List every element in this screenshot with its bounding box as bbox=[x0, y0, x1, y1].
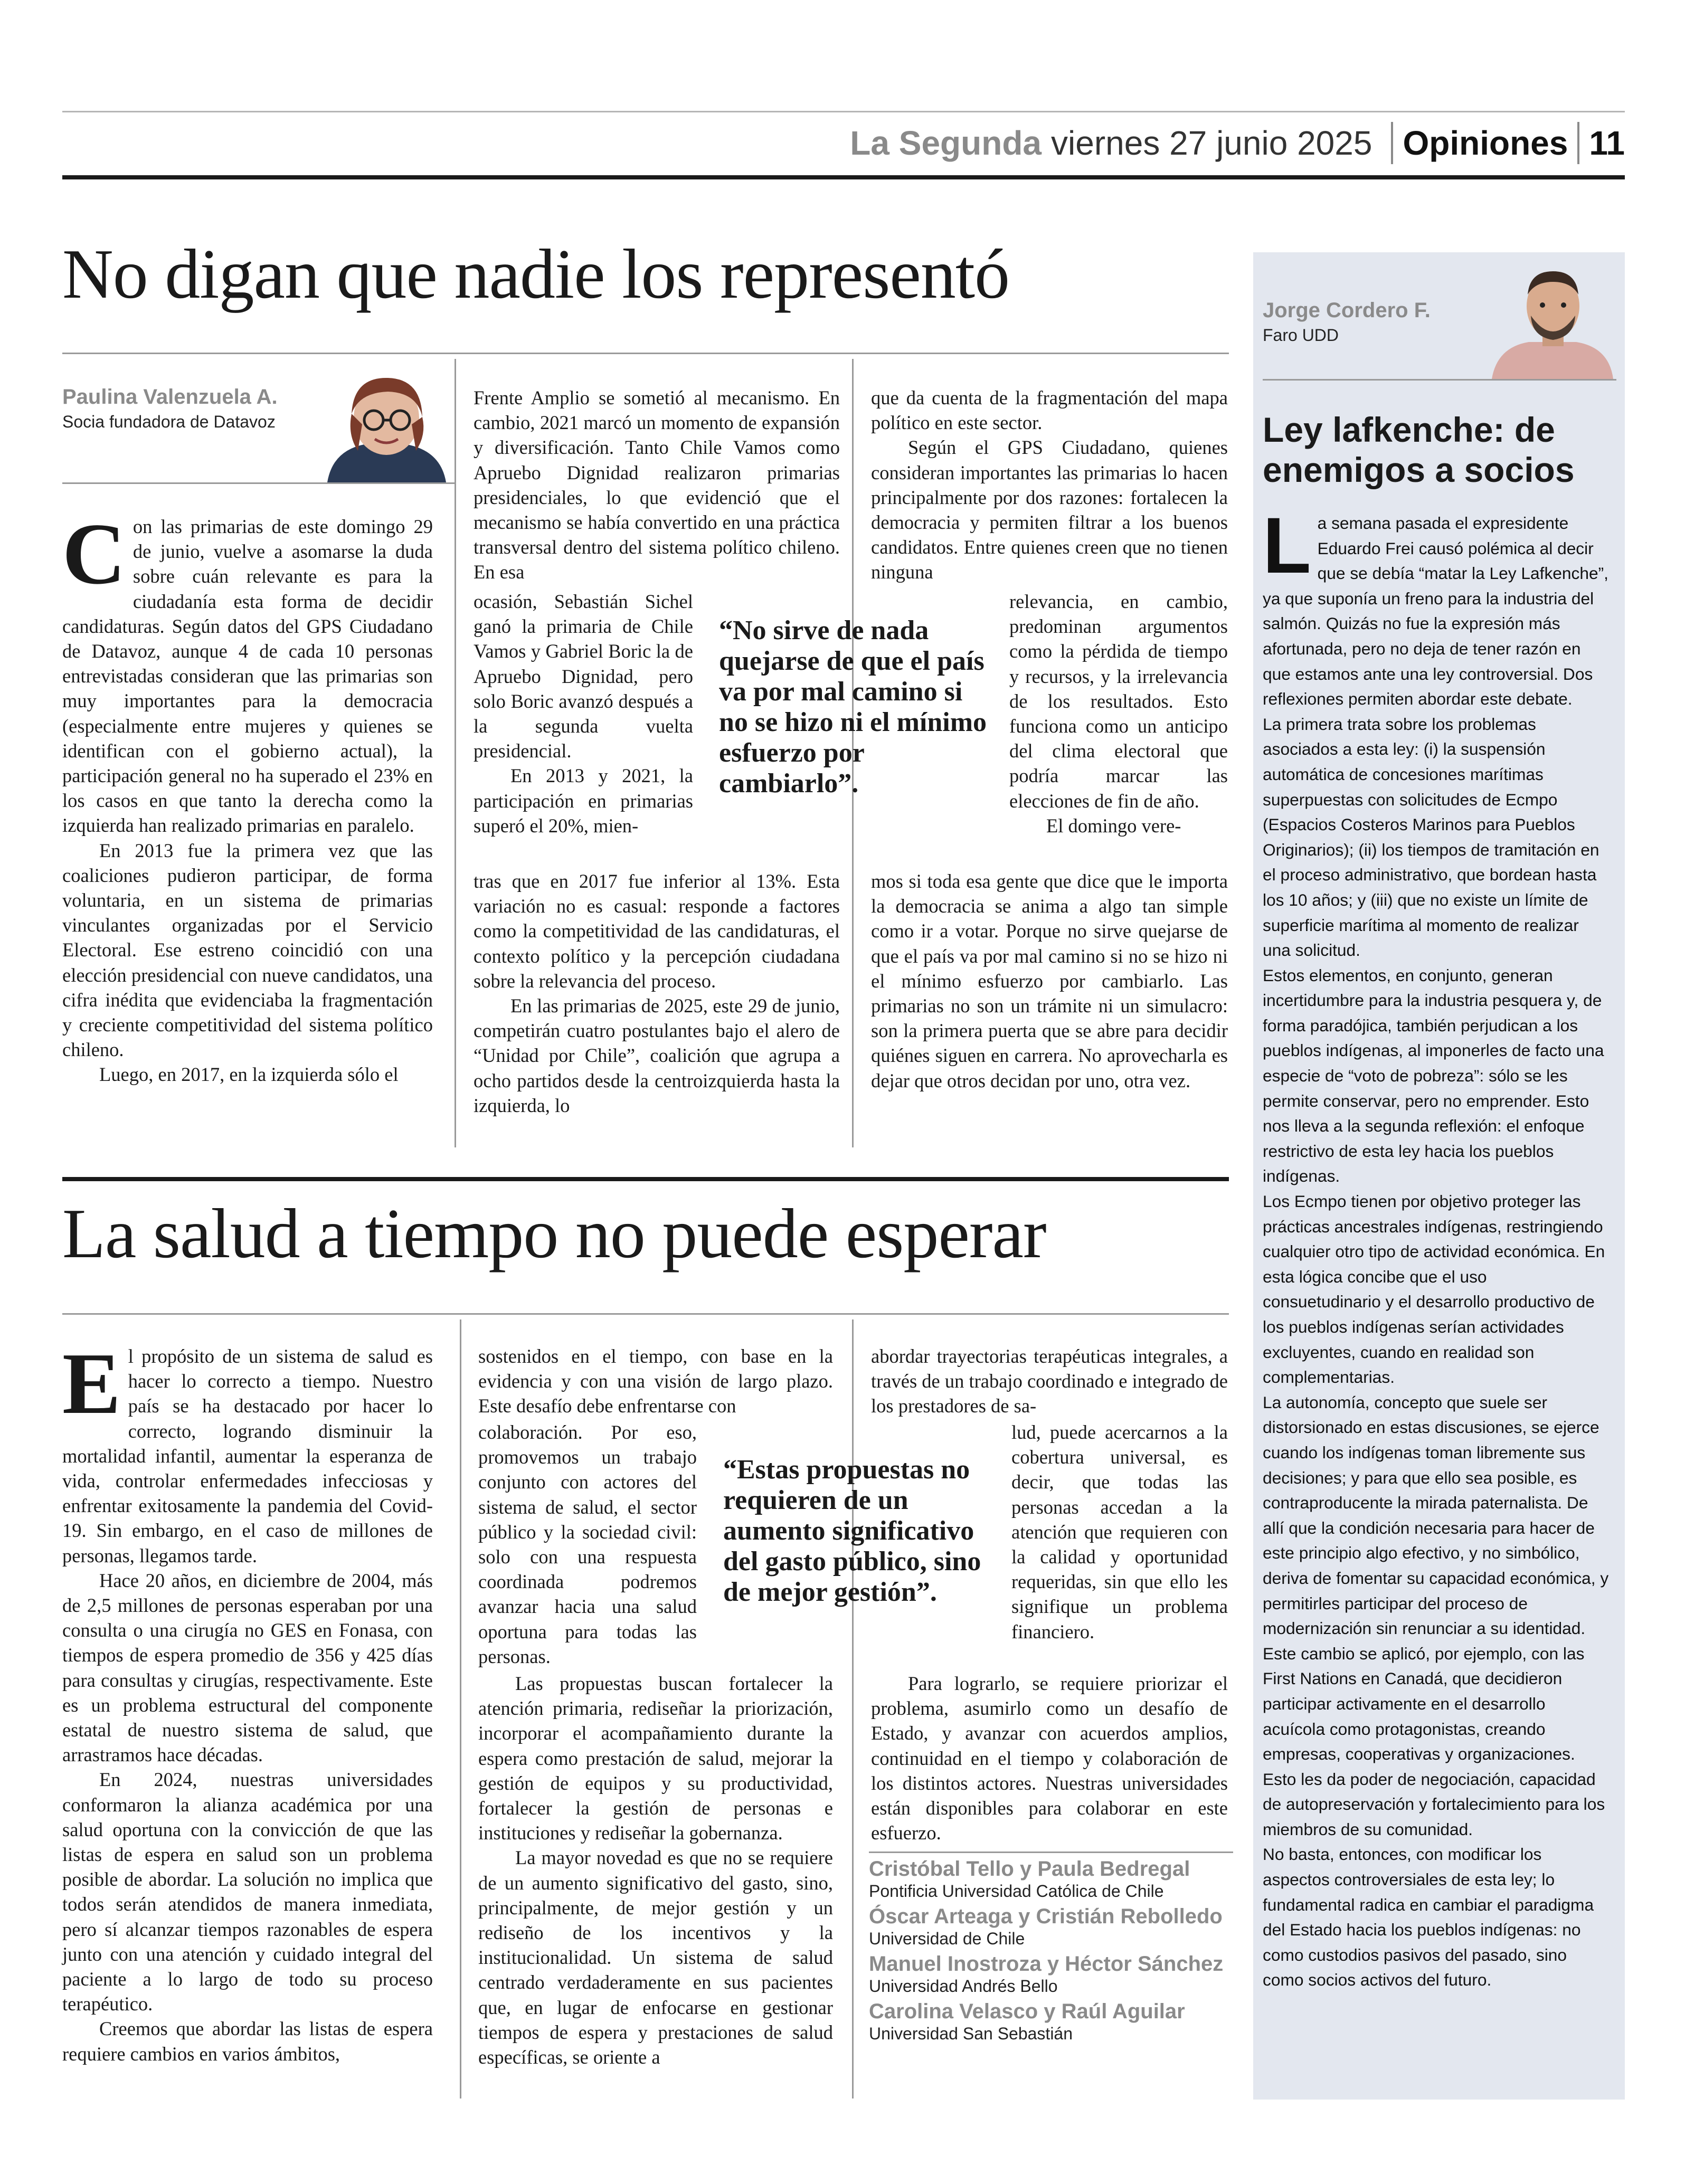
signer-name: Manuel Inostroza y Héctor Sánchez bbox=[869, 1952, 1224, 1976]
article1-author-role: Socia fundadora de Datavoz bbox=[62, 412, 276, 431]
article2-pull-quote: “Estas propuestas no requieren de un aumento significativo del gasto público, sino de mejor gestión”. bbox=[723, 1455, 981, 1607]
article2-headline: La salud a tiempo no puede esperar bbox=[62, 1194, 1046, 1273]
article2-paragraph: En 2024, nuestras universidades conformaron la alianza académica por una salud oportuna con la convicción de que las listas de espera en salud son un problema posible de abordar. La solución no implica que todos serán atendidos de manera inmediata, pero sí alcanzar tiempos razonables de espera junto con una atención y cuidado integral del paciente a lo largo de todo su proceso terapéutico. bbox=[62, 1769, 433, 2015]
article1-paragraph: mos si toda esa gente que dice que le importa la democracia se anima a algo tan simple como ir a votar. Porque no sirve quejarse de que el país va por mal camino si no se hizo ni el mínimo esfuerzo por cambiarlo. Las primarias no son un trámite ni un simulacro: son la primera puerta que se abre para decidir quiénes siguen en carrera. No aprovecharla es dejar que otros decidan por uno, otra vez. bbox=[871, 870, 1228, 1091]
column-divider bbox=[852, 1319, 854, 2098]
signer-university: Universidad de Chile bbox=[869, 1929, 1025, 1948]
article1-byline-rule bbox=[62, 482, 455, 484]
author-photo-jorge bbox=[1487, 258, 1618, 379]
article2-top-rule bbox=[62, 1177, 1229, 1181]
sidebar-paragraph: Estos elementos, en conjunto, generan incertidumbre para la industria pesquera y, de forma paradójica, también perjudican a los pueblos indígenas, al imponerles de facto una especie de “voto de pobreza”: sólo se les permite conservar, pero no emprender. Esto nos lleva a la segunda reflexión: el enfoque restrictivo de esta ley hacia los pueblos indígenas. bbox=[1263, 965, 1604, 1186]
masthead-separator bbox=[1577, 122, 1579, 164]
sidebar-paragraph: a semana pasada el expresidente Eduardo Frei causó polémica al decir que se debía “matar la Ley Lafkenche”, ya que suponía un freno para la industria del salmón. Quizás no fue la expresión más afortunada, pero no deja de tener razón en que estamos ante una ley controversial. Dos reflexiones permiten abordar este debate. bbox=[1263, 514, 1608, 709]
article2-drop-cap: E bbox=[62, 1335, 121, 1432]
article1-column-2c bbox=[474, 869, 840, 1148]
article2-paragraph: colaboración. Por eso, promovemos un trabajo conjunto con actores del sistema de salud, el sector público y la sociedad civil: solo con una respuesta coordinada podremos avanzar hacia una salud oportuna para todas las personas. bbox=[478, 1421, 697, 1667]
article2-column-2b bbox=[478, 1420, 697, 1668]
article1-column-1 bbox=[62, 505, 433, 1153]
masthead-separator bbox=[1391, 122, 1393, 164]
sidebar-byline bbox=[1263, 299, 1431, 345]
masthead-date: viernes 27 junio 2025 bbox=[1051, 124, 1372, 162]
article1-paragraph: Luego, en 2017, en la izquierda sólo el bbox=[99, 1063, 399, 1086]
article1-paragraph: En las primarias de 2025, este 29 de junio, competirán cuatro postulantes bajo el alero de “Unidad por Chile”, coalición que agrupa a ocho partidos desde la centroizquierda hasta la izquierda, lo bbox=[474, 995, 840, 1116]
masthead-page-number: 11 bbox=[1589, 124, 1625, 162]
article2-column-1 bbox=[62, 1335, 433, 2109]
article2-column-3a bbox=[871, 1344, 1228, 1426]
sidebar-paragraph: Los Ecmpo tienen por objetivo proteger las prácticas ancestrales indígenas, restringiendo cualquier otro tipo de actividad económica. En esta lógica concibe que el uso consuetudinario y el desarrollo productivo de los pueblos indígenas serían actividades excluyentes, cuando en realidad son complementarias. bbox=[1263, 1192, 1605, 1387]
signers-rule bbox=[869, 1851, 1233, 1853]
article2-column-3b bbox=[1011, 1420, 1228, 1668]
column-divider bbox=[460, 1319, 461, 2098]
article1-drop-cap: C bbox=[62, 505, 126, 602]
article1-column-3c bbox=[871, 869, 1228, 1143]
article1-paragraph: En 2013 y 2021, la participación en primarias superó el 20%, mien- bbox=[474, 765, 693, 837]
article2-paragraph: lud, puede acercarnos a la cobertura universal, es decir, que todas las personas accedan a la atención que requieren con la calidad y oportunidad requeridas, sin que ello les signifique un problema financiero. bbox=[1011, 1421, 1228, 1642]
article1-byline bbox=[62, 385, 278, 432]
article1-column-3a bbox=[871, 385, 1228, 594]
signer-name: Carolina Velasco y Raúl Aguilar bbox=[869, 2000, 1185, 2023]
article1-paragraph: Según el GPS Ciudadano, quienes consideran importantes las primarias lo hacen principalmente por dos razones: fortalecen la democracia y permiten filtrar a los buenos candidatos. Entre quienes creen que no tienen ninguna bbox=[871, 436, 1228, 583]
masthead-bottom-rule bbox=[62, 175, 1625, 179]
column-divider bbox=[455, 359, 456, 1147]
article1-paragraph: que da cuenta de la fragmentación del mapa político en este sector. bbox=[871, 387, 1228, 434]
article2-paragraph: Para lograrlo, se requiere priorizar el problema, asumirlo como un desafío de Estado, y avanzar con acuerdos amplios, continuidad en el tiempo y colaboración de los distintos actores. Nuestras universidades están disponibles para colaborar en este esfuerzo. bbox=[871, 1673, 1228, 1844]
article1-headline: No digan que nadie los representó bbox=[62, 235, 1010, 313]
sidebar-author-role: Faro UDD bbox=[1263, 326, 1339, 345]
sidebar-byline-rule bbox=[1263, 379, 1616, 381]
author-photo-paulina bbox=[317, 372, 455, 482]
sidebar-paragraph: No basta, entonces, con modificar los aspectos controversiales de esta ley; lo fundamental radica en cambiar el paradigma del Estado hacia los pueblos indígenas: no como custodios pasivos del pasado, sino como socios activos del futuro. bbox=[1263, 1845, 1594, 1990]
signer-name: Óscar Arteaga y Cristián Rebolledo bbox=[869, 1905, 1223, 1928]
article1-paragraph: El domingo vere- bbox=[1046, 814, 1181, 837]
article1-column-3b bbox=[1009, 589, 1228, 849]
article2-paragraph: sostenidos en el tiempo, con base en la evidencia y con una visión de largo plazo. Este desafío debe enfrentarse con bbox=[478, 1345, 833, 1417]
article2-paragraph: Hace 20 años, en diciembre de 2004, más de 2,5 millones de personas esperaban por una consulta o una cirugía no GES en Fonasa, con tiempos de espera promedio de 356 y 425 días para consultas y cirugías, respectivamente. Este es un problema estructural del componente estatal de nuestro sistema de salud, que arrastramos hace décadas. bbox=[62, 1569, 433, 1766]
article2-paragraph: Creemos que abordar las listas de espera requiere cambios en varios ámbitos, bbox=[62, 2018, 433, 2065]
masthead-top-rule bbox=[62, 111, 1625, 112]
signer-university: Universidad San Sebastián bbox=[869, 2024, 1073, 2043]
article2-column-2c bbox=[478, 1671, 833, 2109]
sidebar-author-name: Jorge Cordero F. bbox=[1263, 299, 1431, 322]
masthead-paper-name: La Segunda bbox=[850, 124, 1042, 162]
article1-author-name: Paulina Valenzuela A. bbox=[62, 385, 278, 409]
article1-paragraph: En 2013 fue la primera vez que las coaliciones pudieron participar, de forma voluntaria, en un sistema de primarias vinculantes organizadas por el Servicio Electoral. Ese estreno coincidió con una elección presidencial con nueve candidatos, una cifra inédita que evidenciaba la fragmentación y creciente competitividad del sistema político chileno. bbox=[62, 839, 433, 1061]
sidebar-paragraph: Este cambio se aplicó, por ejemplo, con las First Nations en Canadá, que decidieron participar activamente en el desarrollo acuícola como protagonistas, creando empresas, cooperativas y organizaciones. Esto les da poder de negociación, capacidad de autopreservación y fortalecimiento para los miembros de su comunidad. bbox=[1263, 1644, 1605, 1839]
sidebar-paragraph: La primera trata sobre los problemas asociados a esta ley: (i) la suspensión automática de concesiones marítimas superpuestas con solicitudes de Ecmpo (Espacios Costeros Marinos para Pueblos Originarios); (ii) los tiempos de tramitación en el proceso administrativo, que bordean hasta los 10 años; y (iii) que no existe un límite de superficie marítima al momento de realizar una solicitud. bbox=[1263, 714, 1599, 960]
article1-headline-rule bbox=[62, 353, 1229, 354]
sidebar-paragraph: La autonomía, concepto que suele ser distorsionado en estas discusiones, se ejerce cuando los indígenas toman libremente sus decisiones; y para que ello sea posible, es contraproducente la mirada paternalista. De allí que la condición necesaria para hacer de este principio algo efectivo, y no simbólico, deriva de fomentar su capacidad económica, y permitirles participar del proceso de modernización sin renunciar a su identidad. bbox=[1263, 1392, 1609, 1638]
article1-paragraph: on las primarias de este domingo 29 de junio, vuelve a asomarse la duda sobre cuán relevante es para la ciudadanía esta forma de decidir candidaturas. Según datos del GPS Ciudadano de Datavoz, aunque 4 de cada 10 personas entrevistadas consideran que las primarias son muy importantes para la democracia (especialmente entre mujeres y quienes se identifican con el gobierno actual), la participación general no ha superado el 23% en los casos en que tanto la derecha como la izquierda han realizado primarias en paralelo. bbox=[62, 516, 433, 837]
article1-paragraph: tras que en 2017 fue inferior al 13%. Esta variación no es casual: responde a factores como la competitividad de las candidaturas, el contexto político y la percepción ciudadana sobre la relevancia del proceso. bbox=[474, 870, 840, 992]
sidebar-body bbox=[1263, 501, 1609, 2089]
article1-column-2b bbox=[474, 589, 693, 837]
article1-pull-quote: “No sirve de nada quejarse de que el país va por mal camino si no se hizo ni el mínimo esfuerzo por cambiarlo”. bbox=[719, 615, 987, 799]
signer-university: Pontificia Universidad Católica de Chile bbox=[869, 1882, 1164, 1901]
article2-paragraph: La mayor novedad es que no se requiere de un aumento significativo del gasto, sino, principalmente, de mejor gestión y un rediseño de los incentivos y la institucionalidad. Un sistema de salud centrado verdaderamente en sus pacientes que, en lugar de enfocarse en gestionar tiempos de espera y prestaciones de salud específicas, se oriente a bbox=[478, 1847, 833, 2068]
sidebar-drop-cap: L bbox=[1263, 501, 1311, 590]
masthead bbox=[850, 117, 1625, 169]
article2-column-2a bbox=[478, 1344, 833, 1426]
article2-signers bbox=[869, 1857, 1233, 2047]
signer-name: Cristóbal Tello y Paula Bedregal bbox=[869, 1857, 1190, 1881]
article1-paragraph: ocasión, Sebastián Sichel ganó la primaria de Chile Vamos y Gabriel Boric la de Apruebo Dignidad, pero solo Boric avanzó después a la segunda vuelta presidencial. bbox=[474, 591, 693, 762]
article1-column-2a bbox=[474, 385, 840, 583]
signer-university: Universidad Andrés Bello bbox=[869, 1977, 1058, 1996]
article2-paragraph: l propósito de un sistema de salud es hacer lo correcto a tiempo. Nuestro país se ha destacado por hacer lo correcto, logrando disminuir la mortalidad infantil, aumentar la esperanza de vida, controlar enfermedades infecciosas y enfrentar exitosamente la pandemia del Covid-19. Sin embargo, en el caso de millones de personas, llegamos tarde. bbox=[62, 1345, 433, 1566]
article2-column-3c bbox=[871, 1671, 1228, 1844]
article2-headline-rule bbox=[62, 1313, 1229, 1315]
article2-paragraph: abordar trayectorias terapéuticas integrales, a través de un trabajo coordinado e integrado de los prestadores de sa- bbox=[871, 1345, 1228, 1417]
article1-paragraph: relevancia, en cambio, predominan argumentos como la pérdida de tiempo y recursos, y la irrelevancia de los resultados. Esto funciona como un anticipo del clima electoral que podría marcar las elecciones de fin de año. bbox=[1009, 591, 1228, 812]
article1-paragraph: Frente Amplio se sometió al mecanismo. En cambio, 2021 marcó un momento de expansión y diversificación. Tanto Chile Vamos como Apruebo Dignidad realizaron primarias presidenciales, lo que evidenció que el mecanismo se había convertido en una práctica transversal dentro del sistema político chileno. En esa bbox=[474, 387, 840, 583]
sidebar-headline: Ley lafkenche: de enemigos a socios bbox=[1263, 410, 1575, 489]
masthead-section: Opiniones bbox=[1403, 124, 1568, 162]
article2-paragraph: Las propuestas buscan fortalecer la atención primaria, rediseñar la priorización, incorporar el acompañamiento durante la espera como prestación de salud, mejorar la gestión de equipos y su productividad, fortalecer la gestión de personas e instituciones y rediseñar la gobernanza. bbox=[478, 1673, 833, 1844]
